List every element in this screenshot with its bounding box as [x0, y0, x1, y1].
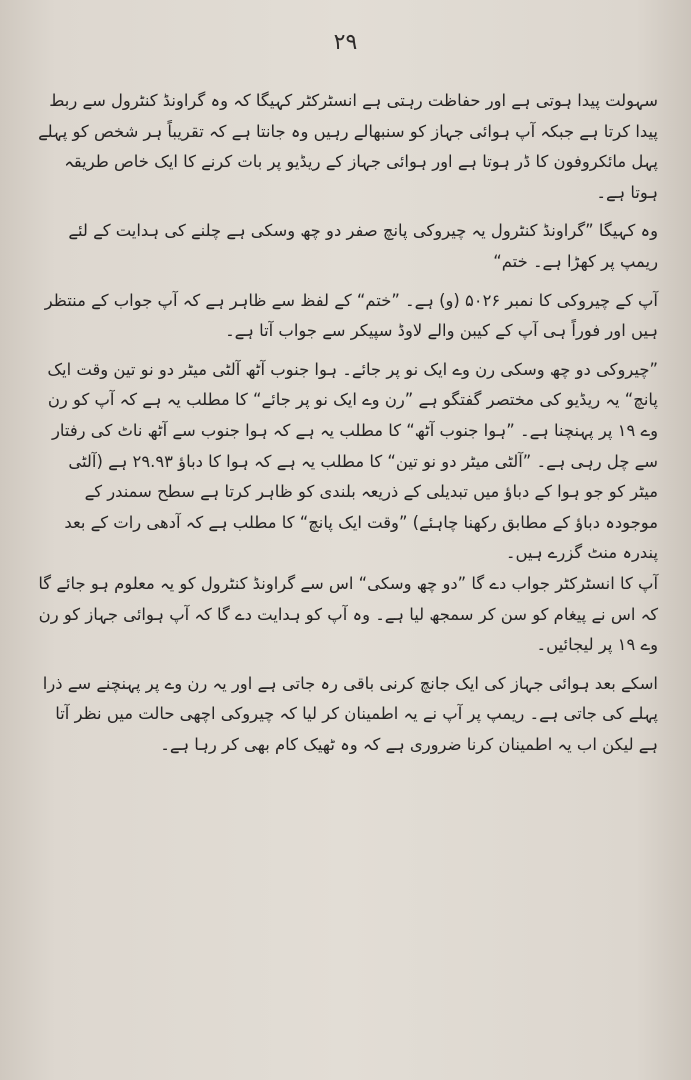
paragraph-5: آپ کا انسٹرکٹر جواب دے گا ”دو چھ وسکی“ اس سے گراونڈ کنٹرول کو یہ معلوم ہو جائے گا کہ اس نے پیغام کو سن کر سمجھ لیا ہے۔ وہ آپ کو ہدایت دے گا کہ آپ ہوائی جہاز کو رن وے ۱۹ پر لیجائیں۔ — [38, 573, 658, 655]
page-body — [36, 86, 658, 1046]
paragraph-4: ”چیروکی دو چھ وسکی رن وے ایک نو پر جائے۔ ہوا جنوب آٹھ آلٹی میٹر دو نو تین وقت ایک پانچ“ یہ ریڈیو کی مختصر گفتگو ہے ”رن وے ایک نو پر جائے“ کا مطلب یہ ہے کہ آپ کو رن وے ۱۹ پر پہنچنا ہے۔ ”ہوا جنوب آٹھ“ کا مطلب یہ ہے کہ ہوا جنوب سے آٹھ ناٹ کی رفتار سے چل رہی ہے۔ ”آلٹی میٹر دو نو تین“ کا مطلب یہ ہے کہ ہوا کا دباؤ ۲۹.۹۳ ہے (آلٹی میٹر کو جو ہوا کے دباؤ میں تبدیلی کے ذریعہ بلندی کو ظاہر کرتا ہے سطح سمندر کے موجودہ دباؤ کے مطابق رکھنا چاہئے) ”وقت ایک پانچ“ کا مطلب ہے کہ آدھی رات کے بعد پندرہ منٹ گزرے ہیں۔ — [47, 359, 658, 563]
paragraph-2: وہ کہیگا ”گراونڈ کنٹرول یہ چیروکی پانچ صفر دو چھ وسکی ہے چلنے کی ہدایت کے لئے ریمپ پر کھڑا ہے۔ ختم“ — [68, 221, 658, 271]
paragraph-1: سہولت پیدا ہوتی ہے اور حفاظت رہتی ہے انسٹرکٹر کہیگا کہ وہ گراونڈ کنٹرول سے ربط پیدا کرتا ہے جبکہ آپ ہوائی جہاز کو سنبھالے رہیں وہ جانتا ہے کہ تقریباً ہر شخص کو پہلے پہل مائکروفون کا ڈر ہوتا ہے اور ہوائی جہاز کے ریڈیو پر بات کرنے کا ایک خاص طریقہ ہوتا ہے۔ — [38, 91, 658, 202]
page-number: ۲۹ — [333, 30, 358, 55]
paragraph-3: آپ کے چیروکی کا نمبر ۵۰۲۶ (و) ہے۔ ”ختم“ کے لفظ سے ظاہر ہے کہ آپ جواب کے منتظر ہیں اور فوراً ہی آپ کے کیبن والے لاوڈ سپیکر سے جواب آتا ہے۔ — [44, 290, 658, 341]
paragraph-6: اسکے بعد ہوائی جہاز کی ایک جانچ کرنی باقی رہ جاتی ہے اور یہ رن وے پر پہنچنے سے ذرا پہلے کی جاتی ہے۔ ریمپ پر آپ نے یہ اطمینان کر لیا کہ چیروکی اچھی حالت میں نظر آتا ہے لیکن اب یہ اطمینان کرنا ضروری ہے کہ وہ ٹھیک کام بھی کر رہا ہے۔ — [42, 673, 658, 754]
